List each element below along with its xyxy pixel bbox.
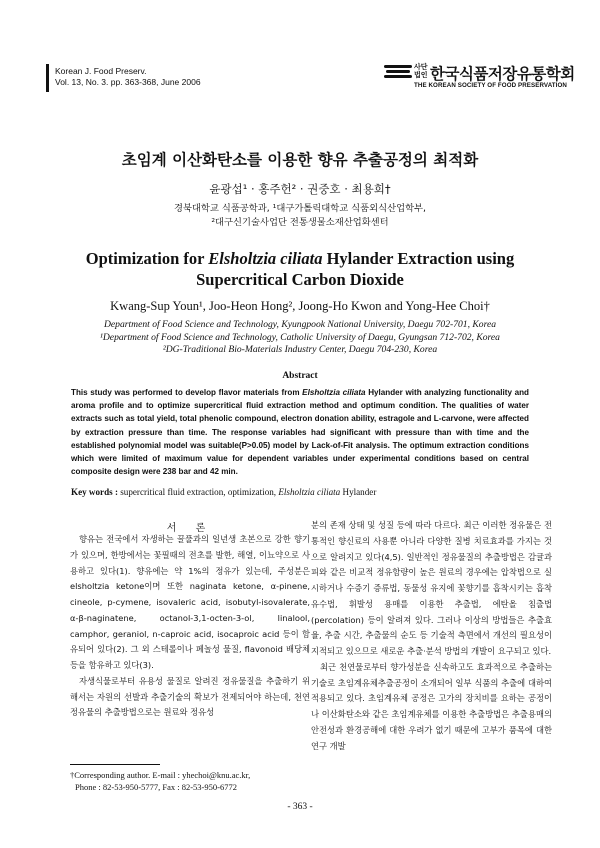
title-english: Optimization for Elsholtzia ciliata Hylander Extraction using Supercritical Carbon Dioxide [85, 249, 515, 289]
affiliations-english: Department of Food Science and Technology, Kyungpook National University, Daegu 702-701, Korea ¹Department of Food Science and Technology, Catholic University of Daegu, Gyungsan 712-702, Korea ²DG-Traditional Bio-Materials Industry Center, Daegu 704-230, Korea [100, 319, 500, 355]
abstract-body: This study was performed to develop flavor materials from Elsholtzia ciliata Hylander with analyzing functionality and aroma profile and to optimize supercritical fluid extraction method and optimum condition. The qualities of water extracts such as total yield, total phenolic compound, electron donation ability, estragole and L-carvone, were affected by extraction pressure than time. The response variables had significant with pressure than with time and the established polynomial model was suitable(P>0.05) model by Lack-of-Fit analysis. The optimum extraction conditions which were limited of maximum value for dependent variables under experimental conditions based on central composite design were 238 bar and 42 min. [71, 388, 529, 477]
authors-korean: 윤광섭¹ · 홍주헌² · 권중호 · 최용희† [209, 182, 391, 196]
keywords: Key words : supercritical fluid extraction, optimization, Elsholtzia ciliata Hylander [71, 487, 377, 497]
paragraph: 분의 존재 상태 및 성질 등에 따라 다르다. 최근 이러한 정유물은 전통적인 향신료의 사용뿐 아니라 다양한 질병 치료효과를 가지는 것으로 알려지고 있다(4,5). 일반적인 정유물질의 추출방법은 감귤과피와 같은 비교적 정유함량이 높은 원료의 경우에는 압착법으로 실시하거나 수증기 증류법, 동물성 유지에 꽃향기를 흡착시키는 흡착유수법, 휘발성 용매를 이용한 추출법, 에탄올 침출법(percolation) 등이 알려져 있다. 그러나 이상의 방법들은 추출효율, 추출 시간, 추출물의 순도 등 기술적 측면에서 개선의 필요성이 지적되고 있으므로 새로운 추출·분석 방법의 개발이 요구되고 있다. [311, 520, 552, 656]
left-column [70, 532, 310, 721]
footnote-rule [70, 764, 160, 765]
abstract-heading: Abstract [282, 371, 318, 381]
page-number: - 363 - [287, 802, 313, 812]
species-name: Elsholtzia ciliata [208, 249, 323, 268]
affiliations-korean: 경북대학교 식품공학과, ¹대구가톨릭대학교 식품외식산업학부, ²대구신기술사업단 전통생물소재산업화센터 [173, 203, 426, 228]
header-rule [46, 64, 49, 92]
journal-volume: Vol. 13, No. 3. pp. 363-368, June 2006 [55, 77, 201, 87]
authors-english: Kwang-Sup Youn¹, Joo-Heon Hong², Joong-Ho Kwon and Yong-Hee Choi† [110, 299, 490, 313]
journal-info [55, 66, 201, 88]
paragraph: 향유는 전국에서 자생하는 꿀풀과의 일년생 초본으로 강한 향기가 있으며, 한방에서는 꽃필때의 전초를 발한, 해열, 이뇨약으로 사용하고 있다(1). 향유에는 약 1%의 정유가 있는데, 주성분은 elsholtzia ketone이며 또한 naginata ketone, α-pinene, cineole, p-cymene, isovaleric acid, isobutyl-isovalerate, α-β-naginatene, octanol-3,1-octen-3-ol, linalool, camphor, geraniol, n-caproic acid, isocaproic acid 등이 함유되어 있다(2). 그 외 스테롤이나 페놀성 물질, flavonoid 배당체 등을 함유하고 있다(3). [70, 534, 310, 670]
society-name-en: THE KOREAN SOCIETY OF FOOD PRESERVATION [414, 82, 567, 89]
society-logo [384, 64, 580, 94]
footnote: †Corresponding author. E-mail : yhechoi@knu.ac.kr, Phone : 82-53-950-5777, Fax : 82-53-950-6772 [70, 770, 251, 792]
paragraph: 최근 천연물로부터 향가성분을 신속하고도 효과적으로 추출하는 기술로 초임계유체추출공정이 소개되어 일부 식품의 추출에 대하여 적용되고 있다. 초임계유체 공정은 고가의 장치비를 요하는 공정이나 이산화탄소와 같은 초임계유체를 이용한 추출방법은 추출용매의 안전성과 환경공해에 대한 우려가 없기 때문에 고부가 품목에 대한 연구 개발 [311, 661, 552, 751]
title-korean: 초임계 이산화탄소를 이용한 향유 추출공정의 최적화 [121, 151, 479, 169]
section-title-introduction: 서 론 [166, 523, 214, 534]
society-abbr: 사단 법인 [414, 63, 428, 79]
journal-name: Korean J. Food Preserv. [55, 66, 147, 76]
society-name-ko: 한국식품저장유통학회 [430, 65, 575, 83]
paragraph: 자생식물로부터 유용성 물질로 알려진 정유물질을 추출하기 위해서는 자원의 선발과 추출기술의 확보가 전제되어야 하는데, 천연 정유물의 추출방법으로는 원료와 정유성 [70, 675, 310, 718]
society-mark-icon [384, 65, 412, 79]
right-column [311, 518, 552, 754]
